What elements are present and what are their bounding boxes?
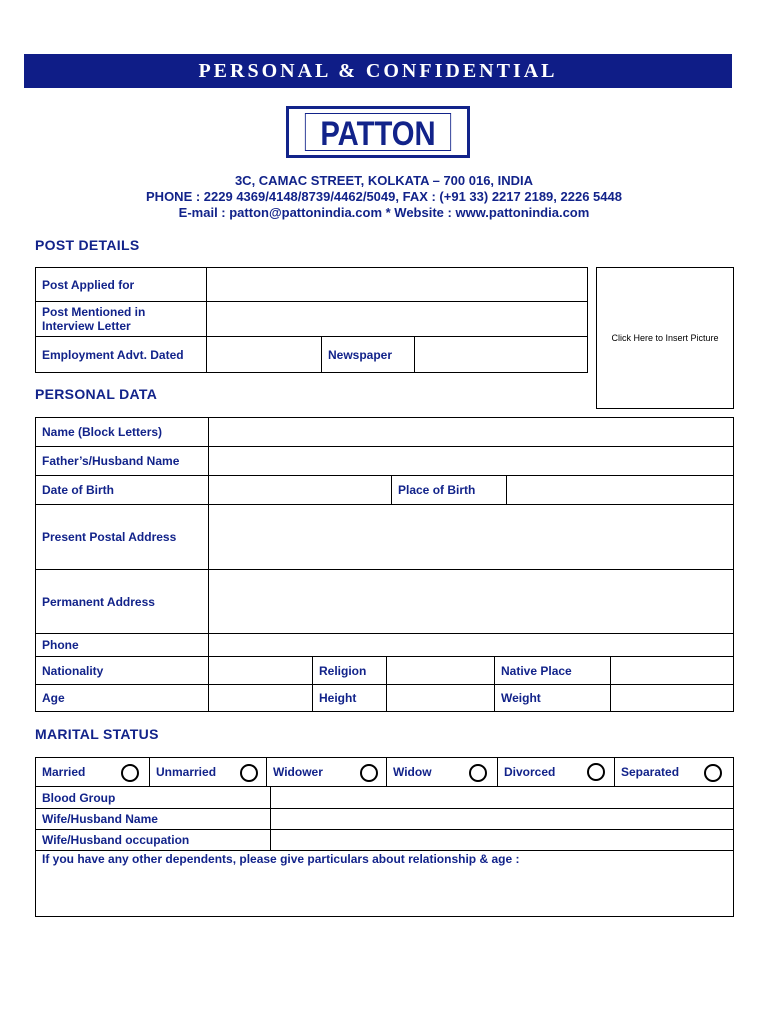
post-mentioned-field[interactable]	[207, 302, 587, 336]
name-label: Name (Block Letters)	[42, 425, 163, 439]
religion-field[interactable]	[387, 657, 494, 684]
confidential-banner: PERSONAL & CONFIDENTIAL	[24, 54, 732, 88]
insert-picture-button[interactable]: Click Here to Insert Picture	[596, 267, 734, 409]
marital-status-table	[35, 757, 734, 917]
option-divorced-label: Divorced	[504, 765, 556, 779]
married-radio[interactable]	[121, 764, 139, 782]
option-unmarried-label: Unmarried	[156, 765, 217, 779]
weight-label: Weight	[501, 691, 541, 705]
weight-field[interactable]	[611, 685, 733, 711]
option-separated-label: Separated	[621, 765, 680, 779]
marital-status-heading: MARITAL STATUS	[35, 726, 159, 742]
father-husband-name-field[interactable]	[209, 447, 733, 475]
present-address-label: Present Postal Address	[42, 530, 177, 544]
post-details-heading: POST DETAILS	[35, 237, 140, 253]
unmarried-radio[interactable]	[240, 764, 258, 782]
widow-radio[interactable]	[469, 764, 487, 782]
pob-field[interactable]	[507, 476, 733, 504]
logo-text: PATTON	[305, 113, 451, 151]
age-label: Age	[42, 691, 65, 705]
height-label: Height	[319, 691, 357, 705]
spouse-occupation-label: Wife/Husband occupation	[42, 833, 190, 847]
permanent-address-field[interactable]	[209, 570, 733, 633]
separated-radio[interactable]	[704, 764, 722, 782]
nationality-label: Nationality	[42, 663, 104, 678]
divorced-radio[interactable]	[587, 763, 605, 781]
pob-label: Place of Birth	[398, 483, 476, 497]
widower-radio[interactable]	[360, 764, 378, 782]
post-details-table	[35, 267, 588, 373]
post-mentioned-line2: Interview Letter	[42, 319, 131, 333]
post-applied-field[interactable]	[207, 268, 587, 301]
permanent-address-label: Permanent Address	[42, 594, 155, 609]
father-husband-name-label: Father’s/Husband Name	[42, 454, 180, 468]
spouse-name-field[interactable]	[271, 809, 733, 829]
dependents-label: If you have any other dependents, please give particulars about relationship & age :	[42, 852, 520, 866]
dependents-field[interactable]	[36, 851, 733, 916]
post-mentioned-label	[36, 302, 206, 336]
newspaper-label: Newspaper	[328, 347, 393, 362]
age-field[interactable]	[209, 685, 312, 711]
blood-group-field[interactable]	[271, 787, 733, 808]
spouse-occupation-field[interactable]	[271, 830, 733, 850]
dob-field[interactable]	[209, 476, 391, 504]
personal-data-heading: PERSONAL DATA	[35, 386, 158, 402]
employment-advt-label: Employment Advt. Dated	[42, 347, 184, 362]
option-widow-label: Widow	[393, 765, 432, 779]
phone-fax-line: PHONE : 2229 4369/4148/8739/4462/5049, FAX : (+91 33) 2217 2189, 2226 5448	[146, 189, 622, 204]
religion-label: Religion	[319, 663, 367, 678]
phone-label: Phone	[42, 638, 79, 652]
option-married-label: Married	[42, 765, 86, 779]
name-field[interactable]	[209, 418, 733, 446]
employment-advt-field[interactable]	[207, 337, 321, 372]
newspaper-field[interactable]	[415, 337, 587, 372]
height-field[interactable]	[387, 685, 494, 711]
option-widower-label: Widower	[273, 765, 323, 779]
native-place-field[interactable]	[611, 657, 733, 684]
dob-label: Date of Birth	[42, 483, 114, 497]
post-mentioned-line1: Post Mentioned in	[42, 305, 146, 319]
spouse-name-label: Wife/Husband Name	[42, 812, 158, 826]
personal-data-table	[35, 417, 734, 712]
phone-field[interactable]	[209, 634, 733, 656]
nationality-field[interactable]	[209, 657, 312, 684]
address-line: 3C, CAMAC STREET, KOLKATA – 700 016, INDIA	[234, 173, 534, 188]
company-logo	[286, 106, 470, 158]
email-website-line: E-mail : patton@pattonindia.com * Website : www.pattonindia.com	[178, 205, 590, 220]
native-place-label: Native Place	[501, 663, 572, 678]
blood-group-label: Blood Group	[42, 790, 116, 805]
present-address-field[interactable]	[209, 505, 733, 569]
post-applied-label: Post Applied for	[42, 277, 135, 292]
